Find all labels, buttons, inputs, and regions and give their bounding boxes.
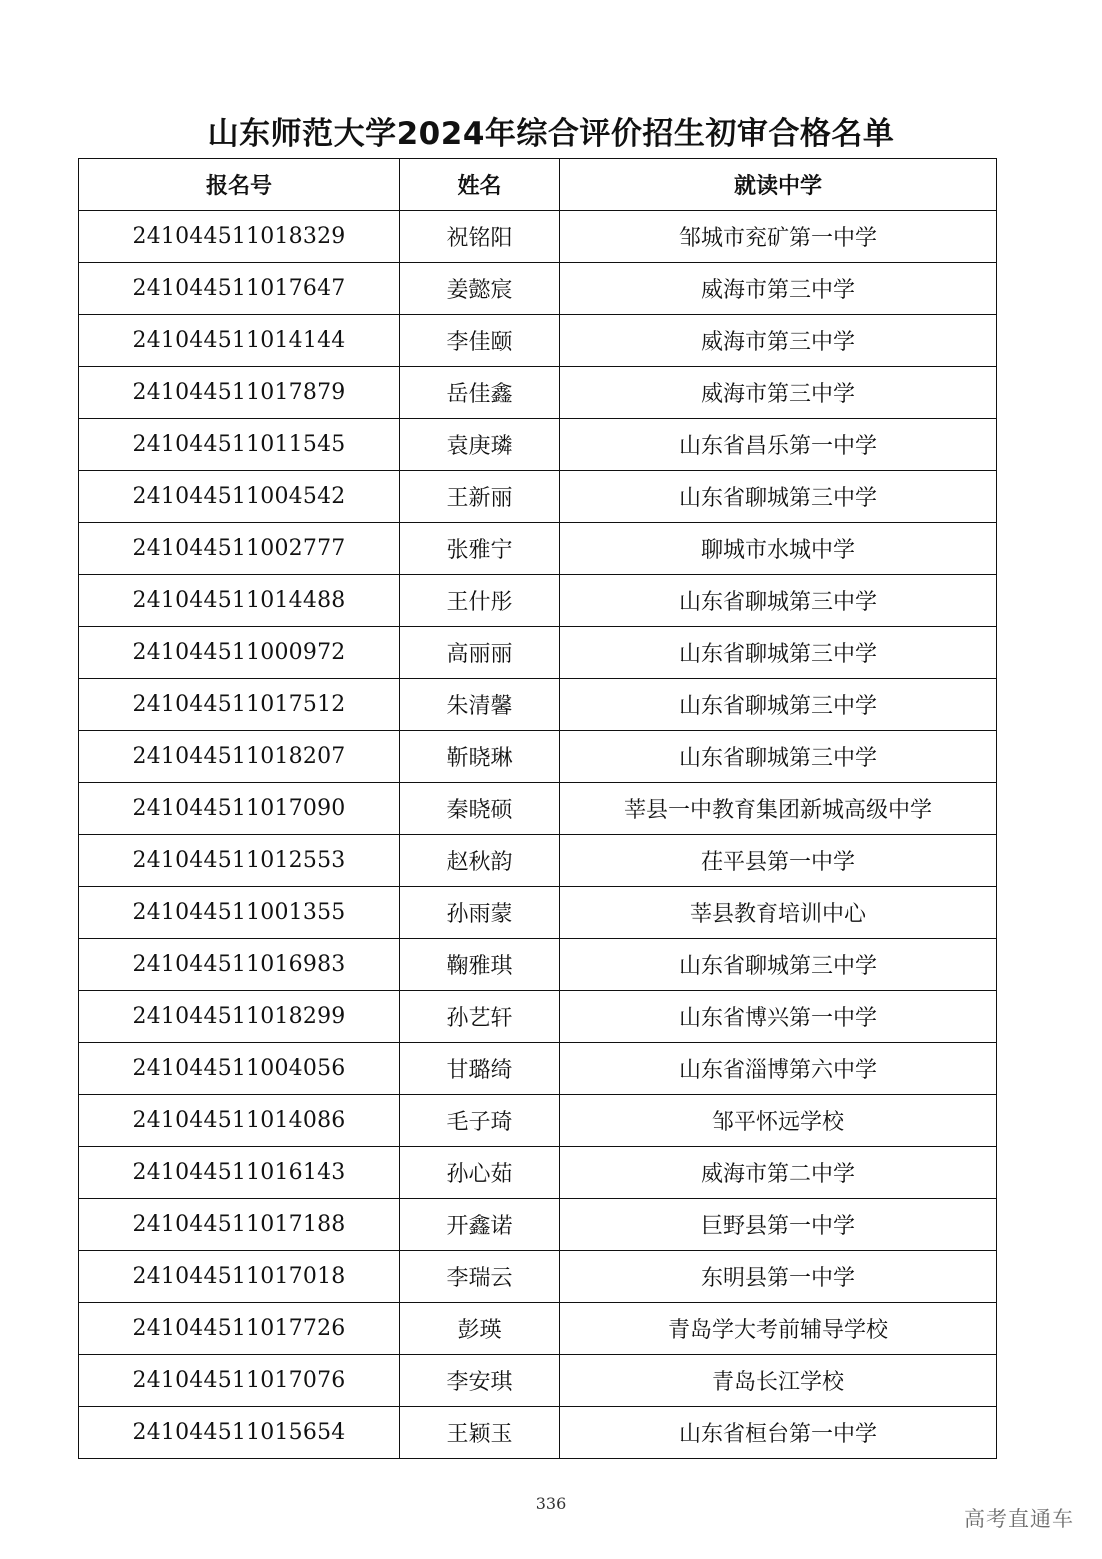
table-row [79, 471, 997, 523]
admission-list-table [78, 158, 997, 1459]
table-body [79, 211, 997, 1459]
student-name-cell: 王什彤 [400, 575, 560, 627]
table-header-row [79, 159, 997, 211]
high-school-cell: 威海市第三中学 [560, 315, 997, 367]
student-name-cell: 张雅宁 [400, 523, 560, 575]
student-name-cell: 秦晓硕 [400, 783, 560, 835]
page-number: 336 [535, 1494, 567, 1513]
registration-number-cell: 241044511017726 [79, 1303, 400, 1355]
document-title: 山东师范大学2024年综合评价招生初审合格名单 [207, 116, 895, 152]
high-school-cell: 威海市第三中学 [560, 263, 997, 315]
high-school-cell: 东明县第一中学 [560, 1251, 997, 1303]
high-school-cell: 青岛学大考前辅导学校 [560, 1303, 997, 1355]
student-name-cell: 王颖玉 [400, 1407, 560, 1459]
admission-list-table-container [78, 158, 997, 1459]
watermark: 高考直通车 [964, 1507, 1074, 1531]
high-school-cell: 莘县教育培训中心 [560, 887, 997, 939]
student-name-cell: 岳佳鑫 [400, 367, 560, 419]
table-row [79, 367, 997, 419]
high-school-cell: 山东省聊城第三中学 [560, 575, 997, 627]
table-row [79, 991, 997, 1043]
header-registration-number: 报名号 [79, 159, 400, 211]
high-school-cell: 山东省聊城第三中学 [560, 731, 997, 783]
table-row [79, 1251, 997, 1303]
high-school-cell: 巨野县第一中学 [560, 1199, 997, 1251]
student-name-cell: 姜懿宸 [400, 263, 560, 315]
student-name-cell: 开鑫诺 [400, 1199, 560, 1251]
student-name-cell: 王新丽 [400, 471, 560, 523]
student-name-cell: 孙艺轩 [400, 991, 560, 1043]
registration-number-cell: 241044511018329 [79, 211, 400, 263]
registration-number-cell: 241044511017188 [79, 1199, 400, 1251]
high-school-cell: 山东省聊城第三中学 [560, 939, 997, 991]
student-name-cell: 毛子琦 [400, 1095, 560, 1147]
high-school-cell: 青岛长江学校 [560, 1355, 997, 1407]
registration-number-cell: 241044511017879 [79, 367, 400, 419]
student-name-cell: 袁庚璘 [400, 419, 560, 471]
student-name-cell: 彭瑛 [400, 1303, 560, 1355]
registration-number-cell: 241044511002777 [79, 523, 400, 575]
registration-number-cell: 241044511017090 [79, 783, 400, 835]
table-row [79, 1303, 997, 1355]
high-school-cell: 山东省淄博第六中学 [560, 1043, 997, 1095]
student-name-cell: 祝铭阳 [400, 211, 560, 263]
high-school-cell: 山东省聊城第三中学 [560, 627, 997, 679]
student-name-cell: 鞠雅琪 [400, 939, 560, 991]
registration-number-cell: 241044511016143 [79, 1147, 400, 1199]
student-name-cell: 孙心茹 [400, 1147, 560, 1199]
high-school-cell: 山东省聊城第三中学 [560, 679, 997, 731]
registration-number-cell: 241044511011545 [79, 419, 400, 471]
high-school-cell: 威海市第三中学 [560, 367, 997, 419]
student-name-cell: 李佳颐 [400, 315, 560, 367]
registration-number-cell: 241044511018299 [79, 991, 400, 1043]
table-row [79, 679, 997, 731]
high-school-cell: 山东省聊城第三中学 [560, 471, 997, 523]
registration-number-cell: 241044511000972 [79, 627, 400, 679]
table-row [79, 783, 997, 835]
student-name-cell: 李瑞云 [400, 1251, 560, 1303]
high-school-cell: 邹城市兖矿第一中学 [560, 211, 997, 263]
student-name-cell: 孙雨蒙 [400, 887, 560, 939]
registration-number-cell: 241044511017018 [79, 1251, 400, 1303]
registration-number-cell: 241044511017076 [79, 1355, 400, 1407]
header-high-school: 就读中学 [560, 159, 997, 211]
registration-number-cell: 241044511012553 [79, 835, 400, 887]
table-row [79, 939, 997, 991]
registration-number-cell: 241044511018207 [79, 731, 400, 783]
high-school-cell: 茌平县第一中学 [560, 835, 997, 887]
student-name-cell: 高丽丽 [400, 627, 560, 679]
registration-number-cell: 241044511017512 [79, 679, 400, 731]
student-name-cell: 李安琪 [400, 1355, 560, 1407]
header-name: 姓名 [400, 159, 560, 211]
table-row [79, 731, 997, 783]
table-row [79, 211, 997, 263]
table-row [79, 575, 997, 627]
table-row [79, 419, 997, 471]
high-school-cell: 山东省昌乐第一中学 [560, 419, 997, 471]
table-row [79, 523, 997, 575]
table-row [79, 1355, 997, 1407]
registration-number-cell: 241044511001355 [79, 887, 400, 939]
registration-number-cell: 241044511016983 [79, 939, 400, 991]
table-row [79, 263, 997, 315]
student-name-cell: 甘璐绮 [400, 1043, 560, 1095]
student-name-cell: 靳晓琳 [400, 731, 560, 783]
high-school-cell: 邹平怀远学校 [560, 1095, 997, 1147]
table-row [79, 1199, 997, 1251]
student-name-cell: 赵秋韵 [400, 835, 560, 887]
registration-number-cell: 241044511015654 [79, 1407, 400, 1459]
student-name-cell: 朱清馨 [400, 679, 560, 731]
table-row [79, 1095, 997, 1147]
high-school-cell: 莘县一中教育集团新城高级中学 [560, 783, 997, 835]
registration-number-cell: 241044511014086 [79, 1095, 400, 1147]
table-row [79, 1407, 997, 1459]
high-school-cell: 威海市第二中学 [560, 1147, 997, 1199]
table-row [79, 315, 997, 367]
table-row [79, 1043, 997, 1095]
table-row [79, 1147, 997, 1199]
table-row [79, 627, 997, 679]
high-school-cell: 山东省桓台第一中学 [560, 1407, 997, 1459]
registration-number-cell: 241044511017647 [79, 263, 400, 315]
table-row [79, 835, 997, 887]
registration-number-cell: 241044511014144 [79, 315, 400, 367]
registration-number-cell: 241044511004056 [79, 1043, 400, 1095]
registration-number-cell: 241044511014488 [79, 575, 400, 627]
high-school-cell: 山东省博兴第一中学 [560, 991, 997, 1043]
high-school-cell: 聊城市水城中学 [560, 523, 997, 575]
table-row [79, 887, 997, 939]
registration-number-cell: 241044511004542 [79, 471, 400, 523]
